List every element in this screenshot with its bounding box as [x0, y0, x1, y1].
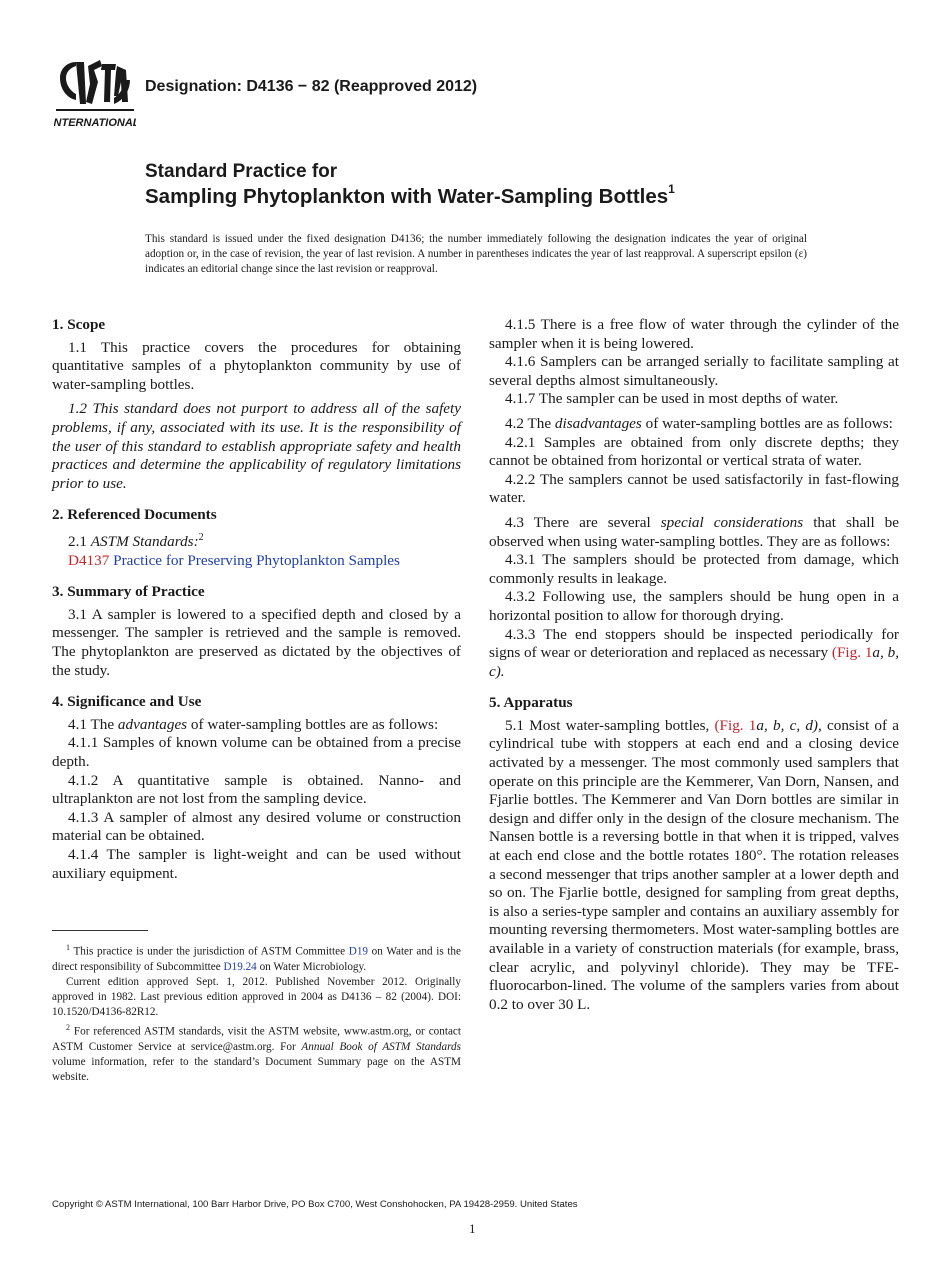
scope-heading: 1. Scope [52, 316, 106, 333]
para-4-2-b: of water-sampling bottles are as follows: [645, 414, 893, 432]
para-4-3-1: 4.3.1 The samplers should be protected from damage, which commonly results in leakage. [489, 551, 899, 587]
fig1-link-2[interactable]: (Fig. 1 [714, 716, 757, 734]
para-4-1-a: 4.1 The [68, 715, 115, 733]
para-4-3-3-a: 4.3.3 The end stoppers should be inspected periodically for signs of wear or deterioration and replaced as necessary [489, 625, 899, 662]
para-5-1 [489, 717, 899, 1015]
para-4-2-em: disadvantages [554, 414, 642, 432]
fig1-link[interactable]: (Fig. 1 [831, 644, 873, 662]
para-4-1-6: 4.1.6 Samplers can be arranged serially to facilitate sampling at several depths almost simultaneously. [489, 353, 899, 389]
fn1-text-c: on Water Microbiology. [259, 960, 367, 973]
page-number: 1 [469, 1221, 476, 1236]
para-4-3-em: special considerations [660, 513, 804, 531]
para-4-3-a: 4.3 There are several [505, 513, 651, 531]
referenced-heading: 2. Referenced Documents [52, 506, 217, 524]
left-column [52, 316, 461, 883]
para-4-3-3-em: a, b, c). [489, 644, 900, 680]
copyright: Copyright © ASTM International, 100 Barr Harbor Drive, PO Box C700, West Conshohocken, PA 19428-2959. United States [52, 1199, 578, 1210]
ref-title-link[interactable]: Practice for Preserving Phytoplankton Samples [113, 551, 400, 569]
para-5-1-b: consist of a cylindrical tube with stoppers at each end and a closing device activated by a messenger. The most commonly used samplers that operate on this principle are the Kemmerer, Van Dorn, Nansen, and Fjarlie bottles. The Kemmerer and Van Dorn bottles are similar in design and differ only in the design of the closure mechanism. The Nansen bottle is a reversing bottle in that when it is tripped, valves at each end close and the bottle rotates 180°. The rotation releases a second messenger that trips another sampler at a lower depth and so on. The Fjarlie bottle, designed for sampling from great depths, is also a series-type sampler and contains an auxiliary assembly for mounting reversing thermometers. Most water-sampling bottles are available in a variety of construction materials (for example, brass, clear acrylic, and polyvinyl chloride). They may be TFE-fluorocarbon-lined. The volume of the samplers varies from about 0.2 to over 30 L. [489, 716, 899, 1013]
fn1-committee-link[interactable]: D19 [348, 945, 369, 958]
reference-d4137 [52, 552, 461, 571]
ref-code-link[interactable]: D4137 [68, 551, 110, 569]
para-4-3-2: 4.3.2 Following use, the samplers should be hung open in a horizontal position to allow for thorough drying. [489, 588, 899, 624]
para-4-2-1: 4.2.1 Samples are obtained from only discrete depths; they cannot be obtained from horizontal or vertical strata of water. [489, 433, 899, 470]
footnote-edition: Current edition approved Sept. 1, 2012. Published November 2012. Originally approved in 1982. Last previous edition approved in 2004 as D4136 – 82 (2004). DOI: 10.1520/D4136-82R12. [52, 975, 461, 1019]
para-4-1-5: 4.1.5 There is a free flow of water through the cylinder of the sampler when it is being lowered. [489, 316, 899, 352]
para-4-1-4: 4.1.4 The sampler is light-weight and can be used without auxiliary equipment. [52, 845, 461, 882]
title-line2 [145, 184, 675, 209]
fn1-mark: 1 [66, 943, 70, 952]
footnote-rule [52, 930, 148, 931]
footnotes [52, 940, 461, 1085]
para-1-2: 1.2 This standard does not purport to address all of the safety problems, if any, associated with its use. It is the responsibility of the user of this standard to establish appropriate safety and health practices and determine the applicability of regulatory limitations prior to use. [52, 400, 461, 492]
fn2-text-a: For referenced ASTM standards, visit the ASTM website, www.astm.org, or contact ASTM Customer Service at service@astm.org. For [52, 1025, 461, 1054]
fn1-text-a: This practice is under the jurisdiction of ASTM Committee [73, 945, 346, 958]
para-2-1 [52, 529, 461, 552]
para-4-1-b: of water-sampling bottles are as follows: [190, 715, 439, 733]
astm-logo [54, 56, 136, 134]
para-4-2-a: 4.2 The [505, 414, 552, 432]
title-footnote-mark: 1 [668, 182, 675, 196]
fn1-text-b: on Water and is the direct responsibility of Subcommittee [52, 945, 461, 973]
para-1-1: 1.1 This practice covers the procedures for obtaining quantitative samples of a phytoplankton community by use of water-sampling bottles. [52, 338, 461, 393]
para-4-3 [489, 514, 899, 551]
para-4-2 [489, 415, 899, 434]
para-4-3-b: that shall be observed when using water-sampling bottles. They are as follows: [489, 513, 900, 550]
summary-heading: 3. Summary of Practice [52, 583, 205, 601]
standard-notice: This standard is issued under the fixed designation D4136; the number immediately following the designation indicates the year of original adoption or, in the case of revision, the year of last revision. A number in parentheses indicates the year of last reapproval. A superscript epsilon (ε) indicates an editorial change since the last revision or reapproval. [145, 233, 807, 275]
para-4-1-7: 4.1.7 The sampler can be used in most depths of water. [505, 390, 839, 408]
para-4-1 [52, 716, 461, 735]
footnote-1 [52, 940, 461, 975]
fn2-mark: 2 [66, 1023, 70, 1033]
logo-subtext: INTERNATIONAL [54, 117, 136, 129]
fn2-text-b: volume information, refer to the standard’s Document Summary page on the ASTM website. [52, 1056, 461, 1084]
apparatus-heading: 5. Apparatus [489, 694, 573, 712]
para-3-1: 3.1 A sampler is lowered to a specified depth and closed by a messenger. The sampler is retrieved and the sample is removed. The phytoplankton are preserved as dictated by the objectives of the study. [52, 605, 461, 679]
para-4-1-em: advantages [117, 715, 188, 733]
para-2-1-sup: 2 [198, 531, 204, 543]
significance-heading: 4. Significance and Use [52, 693, 202, 711]
footnote-2 [52, 1020, 461, 1085]
title-line1: Standard Practice for [145, 161, 338, 182]
fn2-text-em: Annual Book of ASTM Standards [301, 1041, 461, 1054]
para-5-1-a: 5.1 Most water-sampling bottles, [505, 716, 710, 734]
designation: Designation: D4136 − 82 (Reapproved 2012) [145, 78, 478, 95]
para-5-1-em: a, b, c, d), [756, 716, 822, 734]
para-2-1-num: 2.1 [68, 533, 87, 550]
para-4-1-1: 4.1.1 Samples of known volume can be obtained from a precise depth. [52, 734, 461, 770]
fn1-subcommittee-link[interactable]: D19.24 [223, 960, 257, 973]
right-column [489, 316, 899, 1014]
para-4-1-2: 4.1.2 A quantitative sample is obtained. Nanno- and ultraplankton are not lost from the sampling device. [52, 771, 461, 808]
title-text: Sampling Phytoplankton with Water-Sampling Bottles [145, 184, 669, 208]
para-4-2-2: 4.2.2 The samplers cannot be used satisfactorily in fast-flowing water. [489, 470, 899, 507]
para-2-1-label: ASTM Standards: [90, 533, 199, 550]
para-4-3-3 [489, 626, 899, 682]
para-4-1-3: 4.1.3 A sampler of almost any desired volume or construction material can be obtained. [52, 808, 461, 845]
